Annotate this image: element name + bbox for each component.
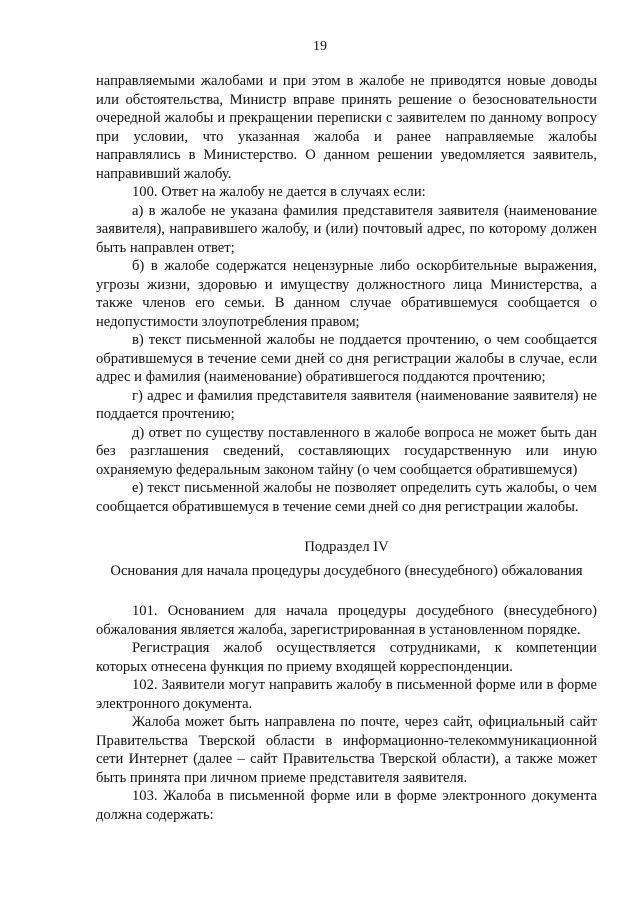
- paragraph-100-b: б) в жалобе содержатся нецензурные либо оскорбительные выражения, угрозы жизни, здоровью и имуществу должностного лица Министерства, а также членов его семьи. В данном случае обратившемуся сообщается о недопустимости злоупотребления правом;: [96, 258, 597, 330]
- section-title: Подраздел IV: [304, 539, 389, 555]
- paragraph-submission-channels: Жалоба может быть направлена по почте, через сайт, официальный сайт Правительства Тверской области в информационно-телекоммуникационной сети Интернет (далее – сайт Правительства Тверской области), а также может быть принята при личном приеме представителя заявителя.: [96, 714, 597, 786]
- paragraph-100-v: в) текст письменной жалобы не поддается прочтению, о чем сообщается обратившемуся в течение семи дней со дня регистрации жалобы в случае, если адрес и фамилия (наименование) обратившегося поддаются прочтению;: [96, 332, 597, 385]
- paragraph-100-intro: 100. Ответ на жалобу не дается в случаях если:: [132, 184, 426, 200]
- paragraph-100-d: д) ответ по существу поставленного в жалобе вопроса не может быть дан без разглашения сведений, составляющих государственную или иную охраняемую федеральным законом тайну (о чем сообщается обратившемуся): [96, 424, 597, 478]
- paragraph-102: 102. Заявители могут направить жалобу в письменной форме или в форме электронного документа.: [96, 677, 597, 712]
- paragraph-103: 103. Жалоба в письменной форме или в форме электронного документа должна содержать:: [96, 788, 597, 823]
- document-body: [96, 72, 597, 824]
- paragraph-registration: Регистрация жалоб осуществляется сотрудниками, к компетенции которых отнесена функция по приему входящей корреспонденции.: [96, 640, 597, 675]
- paragraph-continuation: направляемыми жалобами и при этом в жалобе не приводятся новые доводы или обстоятельства, Министр вправе принять решение о безосновательности очередной жалобы и прекращении переписки с заявителем по данному вопросу при условии, что указанная жалоба и ранее направляемые жалобы направлялись в Министерство. О данном решении уведомляется заявитель, направивший жалобу.: [96, 73, 597, 182]
- paragraph-100-a: а) в жалобе не указана фамилия представителя заявителя (наименование заявителя), направившего жалобу, и (или) почтовый адрес, по которому должен быть направлен ответ;: [96, 202, 597, 256]
- page-number: 19: [313, 39, 327, 54]
- paragraph-100-e: е) текст письменной жалобы не позволяет определить суть жалобы, о чем сообщается обратившемуся в течение семи дней со дня регистрации жалобы.: [96, 480, 597, 515]
- paragraph-101: 101. Основанием для начала процедуры досудебного (внесудебного) обжалования является жалоба, зарегистрированная в установленном порядке.: [96, 603, 597, 638]
- paragraph-100-g: г) адрес и фамилия представителя заявителя (наименование заявителя) не поддается прочтению;: [96, 387, 597, 422]
- section-subtitle: Основания для начала процедуры досудебного (внесудебного) обжалования: [110, 563, 583, 579]
